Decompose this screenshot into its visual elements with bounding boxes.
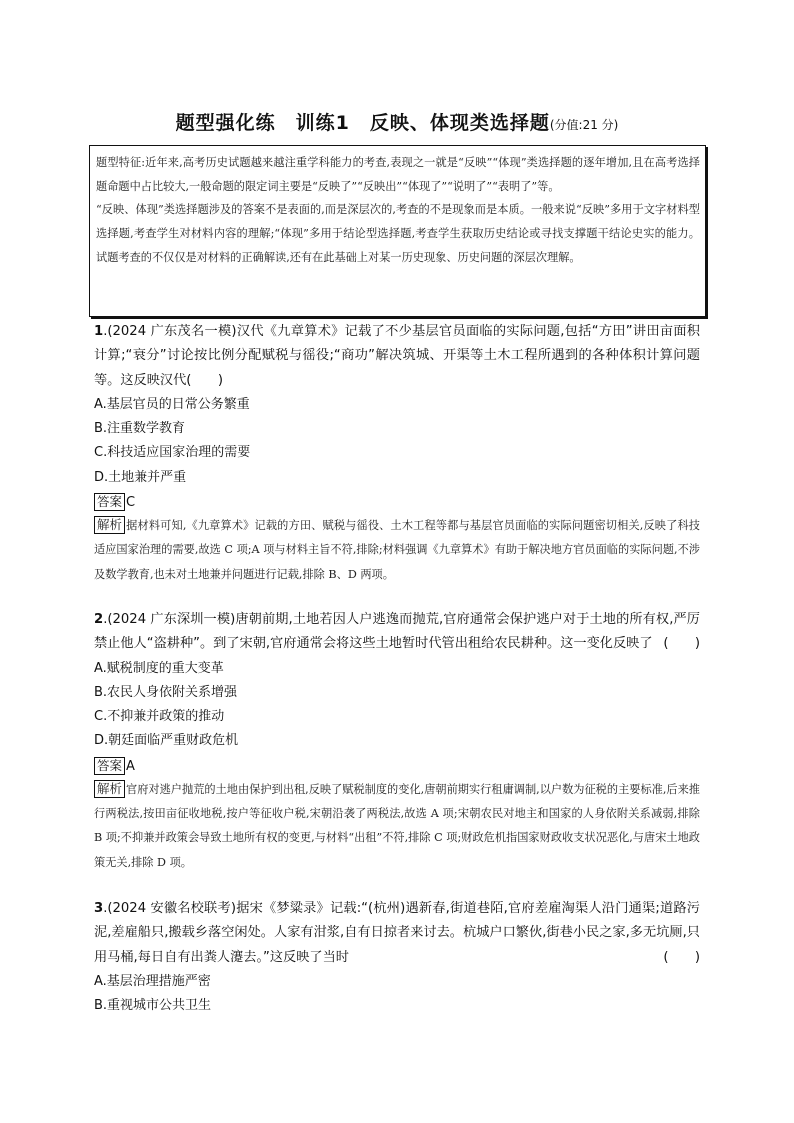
question-number: 3 [94,901,104,916]
answer-line [94,492,700,514]
question-text: .(2024 广东茂名一模)汉代《九章算术》记载了不少基层官员面临的实际问题,包括“方田”讲田亩面积计算;“衰分”讨论按比例分配赋税与徭役;“商功”解决筑城、开渠等土木工程所遇到的各种体积计算问题等。这反映汉代( ) [94,324,700,388]
analysis-text: 官府对逃户抛荒的土地由保护到出租,反映了赋税制度的变化,唐朝前期实行租庸调制,以户数为征税的主要标准,后来推行两税法,按田亩征收地税,按户等征收户税,宋朝沿袭了两税法,故选 A 项;宋朝农民对地主和国家的人身依附关系减弱,排除 B 项;不抑兼并政策会导致土地所有权的变更,与材料“出租”不符,排除 C 项;财政危机指国家财政收支状况恶化,与唐宋土地政策无关,排除 D 项。 [94,782,700,869]
option-d: D.朝廷面临严重财政危机 [94,733,239,749]
question-text: .(2024 安徽名校联考)据宋《梦粱录》记载:“(杭州)遇新春,街道巷陌,官府差雇淘渠人沿门通渠;道路污泥,差雇船只,搬载乡落空闲处。人家有泔浆,自有日掠者来讨去。杭城户口繁伙,街巷小民之家,多无坑厕,只用马桶,每日自有出粪人瀽去。”这反映了当时 [94,901,700,965]
analysis-text: 据材料可知,《九章算术》记载的方田、赋税与徭役、土木工程等都与基层官员面临的实际问题密切相关,反映了科技适应国家治理的需要,故选 C 项;A 项与材料主旨不符,排除;材料强调《九章算术》有助于解决地方官员面临的实际问题,不涉及数学教育,也未对土地兼并问题进行记载,排除 B、D 两项。 [94,519,700,581]
intro-paragraph-2: “反映、体现”类选择题涉及的答案不是表面的,而是深层次的,考查的不是现象而是本质。一般来说“反映”多用于文字材料型选择题,考查学生对材料内容的理解;“体现”多用于结论型选择题,考查学生获取历史结论或寻找支撑题干结论史实的能力。试题考查的不仅仅是对材料的正确解读,还有在此基础上对某一历史现象、历史问题的深层次理解。 [96,203,700,264]
answer-line [94,756,700,778]
question-2 [94,608,700,875]
option-b: B.农民人身依附关系增强 [94,684,238,700]
option-a: A.赋税制度的重大变革 [94,660,224,676]
option-a: A.基层治理措施严密 [94,973,211,989]
title-text: 题型强化练 训练1 反映、体现类选择题 [175,112,550,134]
question-stem [94,897,700,970]
analysis-tag: 解析 [94,516,125,534]
option-d: D.土地兼并严重 [94,469,187,485]
answer-tag: 答案 [94,757,125,775]
option-c: C.不抑兼并政策的推动 [94,709,225,725]
option-c: C.科技适应国家治理的需要 [94,445,251,461]
analysis [94,778,700,875]
option-a: A.基层官员的日常公务繁重 [94,396,250,412]
page-title [0,108,794,135]
option-b: B.注重数学教育 [94,421,186,437]
question-1 [94,320,700,587]
question-text: .(2024 广东深圳一模)唐朝前期,土地若因人户逃逸而抛荒,官府通常会保护逃户对于土地的所有权,严厉禁止他人“盗耕种”。到了宋朝,官府通常会将这些土地暂时代管出租给农民耕种。这一变化反映了 [94,612,700,652]
question-3 [94,897,700,1018]
analysis [94,514,700,587]
score-note: (分值:21 分) [549,118,619,132]
options-list [94,393,700,490]
answer-value: A [126,758,135,774]
answer-blank: ( ) [663,949,700,965]
answer-blank: ( ) [663,636,700,652]
answer-value: C [126,495,136,511]
options-list [94,970,700,1019]
intro-paragraph-1: 题型特征:近年来,高考历史试题越来越注重学科能力的考查,表现之一就是“反映”“体现”类选择题的逐年增加,且在高考选择题命题中占比较大,一般命题的限定词主要是“反映了”“反映出”“体现了”“说明了”“表明了”等。 [96,156,700,193]
analysis-tag: 解析 [94,780,125,798]
answer-tag: 答案 [94,493,125,511]
question-stem [94,320,700,393]
option-b: B.重视城市公共卫生 [94,998,212,1014]
options-list [94,657,700,754]
question-number: 2 [94,612,104,627]
question-stem [94,608,700,657]
question-number: 1 [94,324,104,339]
question-type-intro-box [89,145,706,317]
